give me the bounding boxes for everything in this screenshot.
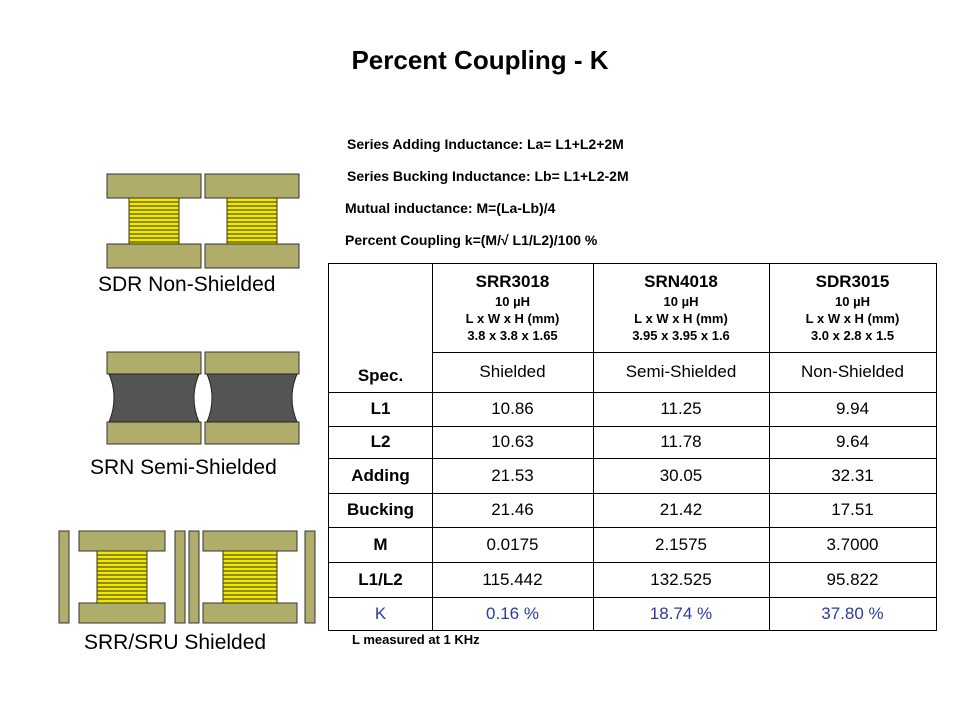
srn-inductor-illustration bbox=[105, 350, 305, 450]
table-cell: 11.78 bbox=[660, 432, 702, 451]
srn-core-left bbox=[107, 352, 201, 444]
header-col-2 bbox=[593, 264, 769, 352]
part-number: SRN4018 bbox=[644, 271, 718, 291]
inductance-value: 10 µH bbox=[835, 293, 870, 309]
row-label-adding: Adding bbox=[351, 465, 410, 485]
table-cell: 0.0175 bbox=[486, 534, 539, 554]
srr-core-left bbox=[59, 531, 185, 623]
table-cell: 32.31 bbox=[831, 465, 874, 485]
part-number: SRR3018 bbox=[475, 271, 550, 291]
k-value: 37.80 % bbox=[821, 603, 884, 623]
table-cell: 11.25 bbox=[660, 399, 702, 418]
row-label-l1-l2: L1/L2 bbox=[358, 569, 403, 589]
inductance-value: 10 µH bbox=[663, 293, 699, 309]
dimension-label: L x W x H (mm) bbox=[805, 310, 900, 326]
table-cell: 115.442 bbox=[482, 569, 543, 589]
srn-core-right bbox=[205, 352, 299, 444]
table-cell: 21.53 bbox=[491, 465, 534, 485]
page-title: Percent Coupling - K bbox=[351, 45, 609, 75]
shield-type: Shielded bbox=[479, 362, 546, 381]
dimension-label: L x W x H (mm) bbox=[465, 310, 560, 326]
sdr-core-right bbox=[205, 174, 299, 268]
part-number: SDR3015 bbox=[815, 271, 890, 291]
table-cell: 30.05 bbox=[659, 465, 703, 485]
row-label-k: K bbox=[374, 603, 387, 623]
footnote: L measured at 1 KHz bbox=[352, 632, 480, 647]
formula-coupling: Percent Coupling k=(M/√ L1/L2)/100 % bbox=[345, 232, 598, 248]
table-cell: 21.46 bbox=[491, 500, 534, 519]
dimension-value: 3.0 x 2.8 x 1.5 bbox=[810, 327, 895, 343]
dimension-value: 3.8 x 3.8 x 1.65 bbox=[467, 327, 558, 343]
srr-core-right bbox=[189, 531, 315, 623]
formula-adding: Series Adding Inductance: La= L1+L2+2M bbox=[347, 136, 624, 152]
srr-inductor-illustration bbox=[57, 529, 317, 629]
table-cell: 10.86 bbox=[491, 399, 534, 418]
sdr-label: SDR Non-Shielded bbox=[98, 273, 276, 296]
table-cell: 95.822 bbox=[826, 569, 879, 589]
table-cell: 2.1575 bbox=[655, 534, 707, 554]
k-value: 0.16 % bbox=[486, 603, 539, 623]
dimension-value: 3.95 x 3.95 x 1.6 bbox=[632, 327, 730, 343]
k-value: 18.74 % bbox=[649, 603, 713, 623]
row-label-l1: L1 bbox=[370, 399, 391, 418]
header-col-3 bbox=[769, 264, 936, 352]
row-label-m: M bbox=[373, 534, 388, 554]
table-cell: 17.51 bbox=[831, 500, 874, 519]
table-cell: 3.7000 bbox=[826, 534, 879, 554]
srr-label: SRR/SRU Shielded bbox=[84, 631, 267, 654]
sdr-core-left bbox=[107, 174, 201, 268]
inductance-value: 10 µH bbox=[495, 293, 530, 309]
dimension-label: L x W x H (mm) bbox=[634, 310, 728, 326]
sdr-inductor-illustration bbox=[105, 172, 305, 272]
shield-type: Semi-Shielded bbox=[625, 362, 737, 381]
shield-type: Non-Shielded bbox=[800, 362, 904, 381]
table-cell: 10.63 bbox=[491, 432, 534, 451]
table-cell: 9.64 bbox=[835, 432, 870, 451]
coupling-table bbox=[328, 263, 937, 631]
header-col-1 bbox=[432, 264, 593, 352]
row-label-l2: L2 bbox=[370, 432, 391, 451]
formula-bucking: Series Bucking Inductance: Lb= L1+L2-2M bbox=[347, 168, 629, 184]
srn-label: SRN Semi-Shielded bbox=[90, 456, 277, 479]
row-label-bucking: Bucking bbox=[346, 500, 415, 519]
table-cell: 21.42 bbox=[659, 500, 703, 519]
table-cell: 132.525 bbox=[650, 569, 712, 589]
formula-mutual: Mutual inductance: M=(La-Lb)/4 bbox=[345, 200, 556, 216]
spec-label: Spec. bbox=[357, 366, 404, 385]
table-cell: 9.94 bbox=[835, 399, 870, 418]
